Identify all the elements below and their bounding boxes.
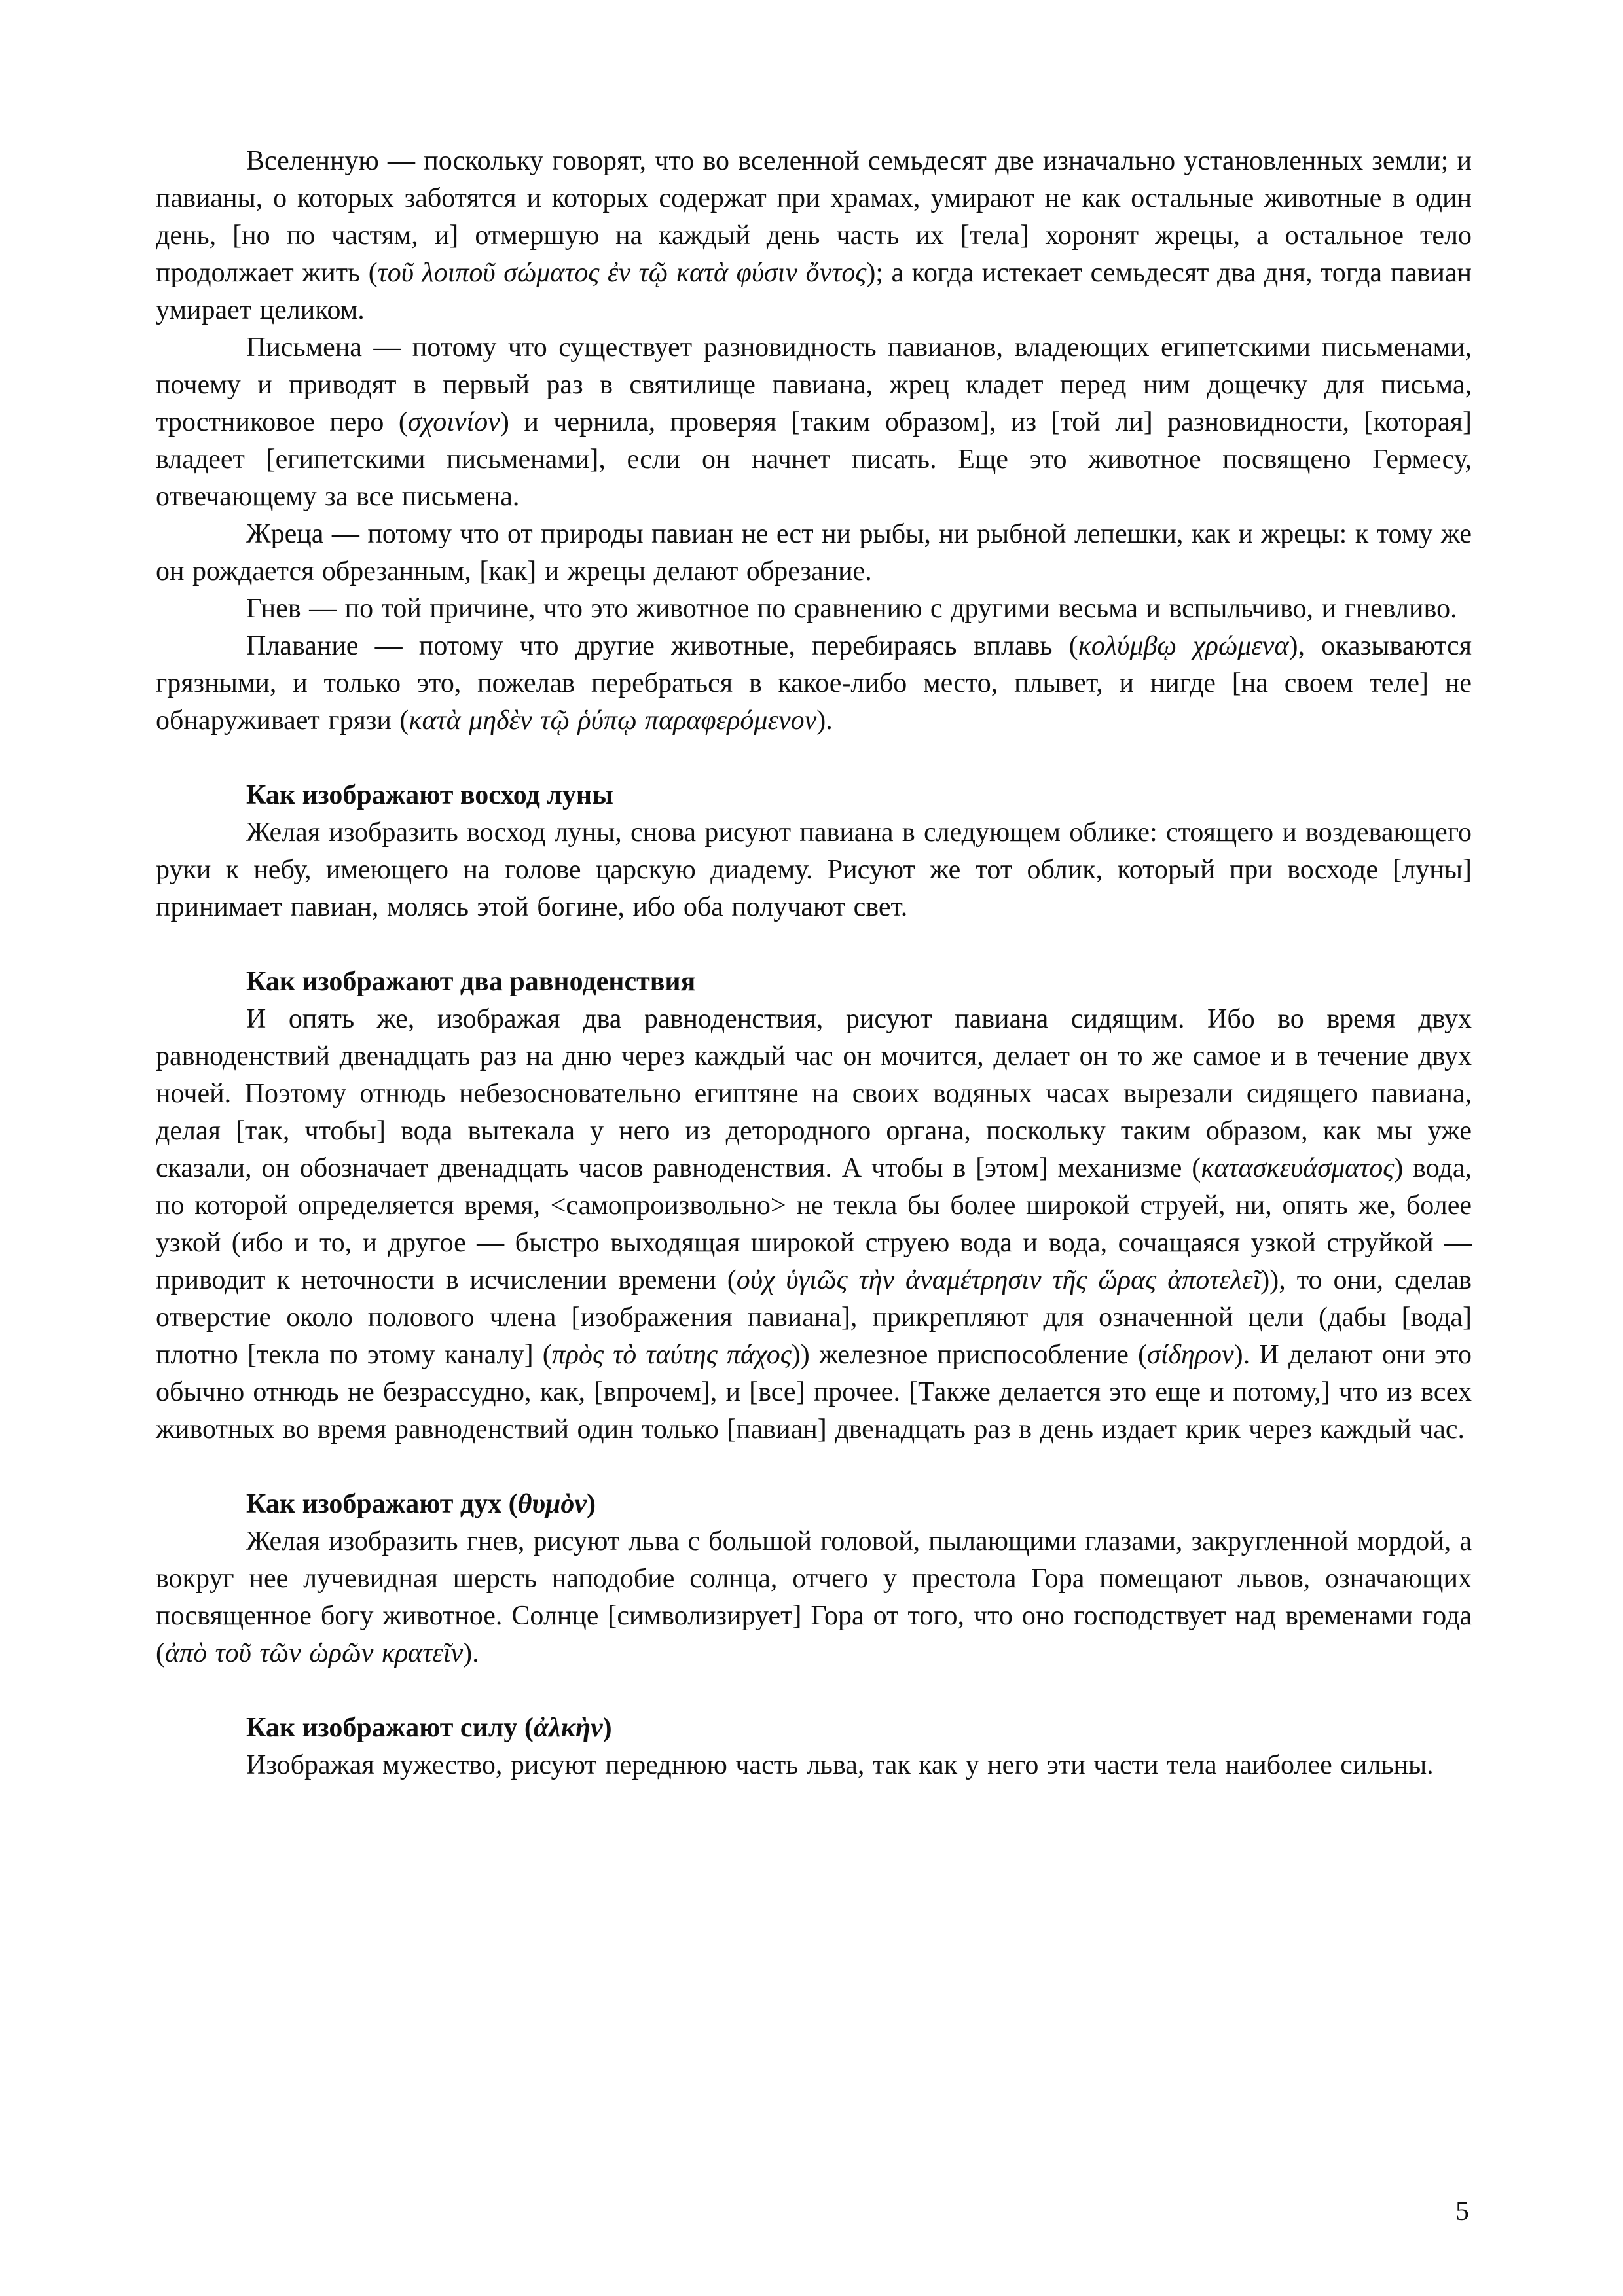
text-run: Гнев — по той причине, что это животное по сравнению с другими весьма и вспыльчиво, и гневливо.	[246, 594, 1457, 624]
text-run: )	[587, 1489, 596, 1519]
text-run: ) и чернила, проверяя [таким образом], из [той ли] разновидности, [которая] владеет [египетскими письменами], если он начнет писать. Еще это животное посвящено Гермесу, отвечающему за все письмена.	[156, 407, 1472, 512]
text-run: ); а когда истекает семьдесят два дня, тогда павиан умирает целиком.	[156, 258, 1472, 325]
greek-phrase: κολύμβῳ χρώμενα	[1078, 631, 1289, 661]
paragraph-moonrise	[156, 814, 1472, 926]
greek-phrase: ἀπὸ τοῦ τῶν ὡρῶν κρατεῖν	[165, 1638, 464, 1668]
heading-equinoxes	[156, 963, 1472, 1001]
greek-phrase: κατὰ μηδὲν τῷ ῥύπῳ παραφερόμενον	[409, 706, 817, 736]
text-run: )) железное приспособление (	[791, 1340, 1148, 1370]
greek-phrase: σίδηρον	[1147, 1340, 1234, 1370]
text-run: ), оказываются грязными, и только это, пожелав перебраться в какое-либо место, плывет, и нигде [на своем теле] не обнаруживает грязи (	[156, 631, 1472, 736]
text-run: Как изображают восход луны	[246, 780, 613, 810]
greek-phrase: σχοινίον	[407, 407, 500, 437]
text-run: Желая изобразить гнев, рисуют льва с большой головой, пылающими глазами, закругленной мордой, а вокруг нее лучевидная шерсть наподобие солнца, отчего у престола Гора помещают львов, означающих посвященное богу животное. Солнце [символизирует] Гора от того, что оно господствует над временами года (	[156, 1526, 1472, 1668]
text-run: И опять же, изображая два равноденствия, рисуют павиана сидящим. Ибо во время двух равноденствий двенадцать раз на дню через каждый час он мочится, делает он то же самое и в течение двух ночей. Поэтому отнюдь небезосновательно египтяне на своих водяных часах вырезали сидящего павиана, делая [так, чтобы] вода вытекала у него из детородного органа, поскольку таким образом, как мы уже сказали, он обозначает двенадцать часов равноденствия. А чтобы в [этом] механизме (	[156, 1004, 1472, 1183]
text-run: )), то они, сделав отверстие около полового члена [изображения павиана], прикрепляют для означенной цели (дабы [вода] плотно [текла по этому каналу] (	[156, 1265, 1472, 1370]
greek-phrase: πρὸς τὸ ταύτης πάχος	[551, 1340, 792, 1370]
text-run: Как изображают силу (	[246, 1713, 534, 1743]
text-run: Письмена — потому что существует разновидность павианов, владеющих египетскими письменами, почему и приводят в первый раз в святилище павиана, жрец кладет перед ним дощечку для письма, тростниковое перо (	[156, 332, 1472, 437]
text-run: Изображая мужество, рисуют переднюю часть льва, так как у него эти части тела наиболее сильны.	[246, 1750, 1434, 1780]
greek-phrase: θυμὸν	[517, 1489, 587, 1519]
paragraph-letters	[156, 329, 1472, 516]
text-run: ).	[816, 706, 833, 736]
text-run: ) вода, по которой определяется время, <самопроизвольно> не текла бы более широкой струей, ни, опять же, более узкой (ибо и то, и другое — быстро выходящая широкой струею вода и вода, сочащаяся узкой струйкой — приводит к неточности в исчислении времени (	[156, 1153, 1472, 1295]
text-run: Желая изобразить восход луны, снова рисуют павиана в следующем облике: стоящего и воздевающего руки к небу, имеющего на голове царскую диадему. Рисуют же тот облик, который при восходе [луны] принимает павиан, молясь этой богине, ибо оба получают свет.	[156, 817, 1472, 922]
paragraph-priest	[156, 516, 1472, 590]
heading-strength	[156, 1710, 1472, 1747]
text-run: ).	[463, 1638, 479, 1668]
text-run: )	[602, 1713, 612, 1743]
text-run: Жреца — потому что от природы павиан не ест ни рыбы, ни рыбной лепешки, как и жрецы: к тому же он рождается обрезанным, [как] и жрецы делают обрезание.	[156, 519, 1472, 586]
text-run: Вселенную — поскольку говорят, что во вселенной семьдесят две изначально установленных земли; и павианы, о которых заботятся и которых содержат при храмах, умирают не как остальные животные в один день, [но по частям, и] отмершую на каждый день часть их [тела] хоронят жрецы, а остальное тело продолжает жить (	[156, 146, 1472, 288]
greek-phrase: οὐχ ὑγιῶς τὴν ἀναμέτρησιν τῆς ὥρας ἀποτελεῖ	[736, 1265, 1261, 1295]
paragraph-strength	[156, 1747, 1472, 1784]
heading-spirit	[156, 1486, 1472, 1523]
paragraph-spirit	[156, 1523, 1472, 1672]
paragraph-swimming	[156, 628, 1472, 740]
text-run: Плавание — потому что другие животные, перебираясь вплавь (	[246, 631, 1078, 661]
paragraph-universe	[156, 143, 1472, 329]
page-number: 5	[1455, 2197, 1469, 2227]
paragraph-equinoxes	[156, 1001, 1472, 1448]
text-run: Как изображают дух (	[246, 1489, 518, 1519]
heading-moonrise	[156, 777, 1472, 814]
paragraph-anger	[156, 590, 1472, 628]
greek-phrase: ἀλκὴν	[533, 1713, 603, 1743]
text-run: ). И делают они это обычно отнюдь не безрассудно, как, [впрочем], и [все] прочее. [Также делается это еще и потому,] что из всех животных во время равноденствий один только [павиан] двенадцать раз в день издает крик через каждый час.	[156, 1340, 1472, 1444]
greek-phrase: τοῦ λοιποῦ σώματος ἐν τῷ κατὰ φύσιν ὄντος	[377, 258, 867, 288]
greek-phrase: κατασκευάσματος	[1201, 1153, 1395, 1183]
text-content	[156, 143, 1472, 1784]
text-run: Как изображают два равноденствия	[246, 967, 696, 997]
